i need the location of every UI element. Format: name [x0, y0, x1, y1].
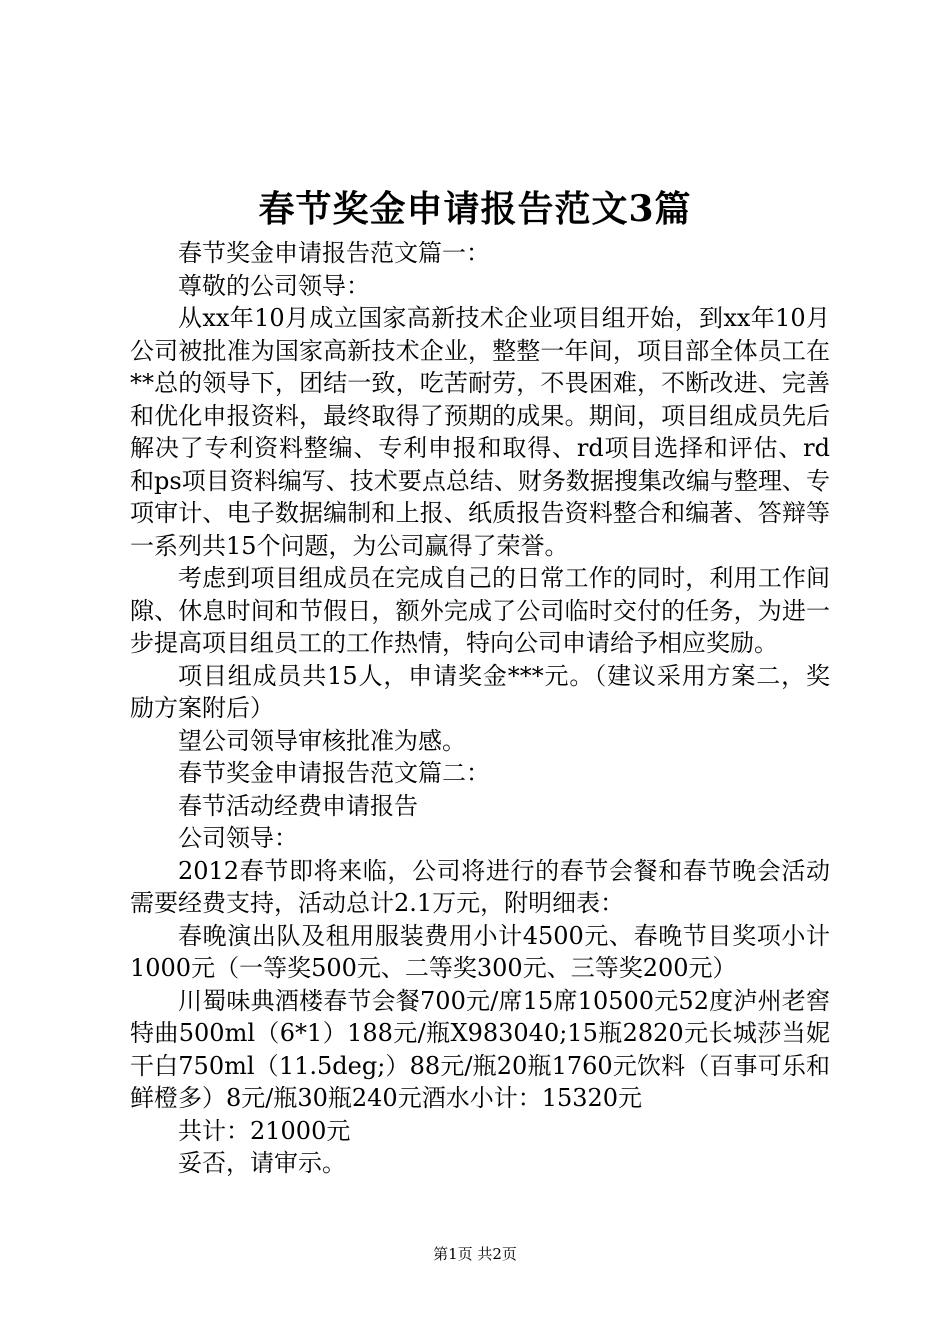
paragraph-body: 2012春节即将来临，公司将进行的春节会餐和春节晚会活动需要经费支持，活动总计2.1万元，附明细表：	[130, 856, 830, 917]
paragraph-total: 共计：21000元	[178, 1116, 351, 1145]
paragraph-body: 春晚演出队及租用服装费用小计4500元、春晚节目奖项小计1000元（一等奖500元、二等奖300元、三等奖200元）	[130, 921, 830, 982]
page-number-footer: 第1页 共2页	[433, 1245, 517, 1263]
paragraph-body: 川蜀味典酒楼春节会餐700元/席15席10500元52度泸州老窖特曲500ml（6*1）188元/瓶X983040;15瓶2820元长城莎当妮干白750ml（11.5deg;）88元/瓶20瓶1760元饮料（百事可乐和鲜橙多）8元/瓶30瓶240元酒水小计：15320元	[130, 986, 830, 1112]
paragraph-section-heading-2: 春节奖金申请报告范文篇二：	[178, 759, 490, 787]
paragraph-closing-2: 妥否，请审示。	[178, 1149, 346, 1177]
paragraph-body: 项目组成员共15人，申请奖金***元。（建议采用方案二，奖励方案附后）	[130, 661, 830, 722]
document-title: 春节奖金申请报告范文3篇	[258, 188, 692, 230]
document-body	[130, 237, 830, 1180]
paragraph-subtitle-2: 春节活动经费申请报告	[178, 791, 418, 820]
paragraph-section-heading-1: 春节奖金申请报告范文篇一：	[178, 239, 490, 267]
paragraph-salutation-2: 公司领导：	[178, 824, 298, 852]
paragraph-closing-1: 望公司领导审核批准为感。	[178, 726, 466, 755]
paragraph-salutation-1: 尊敬的公司领导：	[178, 271, 370, 300]
paragraph-body: 考虑到项目组成员在完成自己的日常工作的同时，利用工作间隙、休息时间和节假日，额外完成了公司临时交付的任务，为进一步提高项目组员工的工作热情，特向公司申请给予相应奖励。	[130, 564, 830, 657]
paragraph-body: 从xx年10月成立国家高新技术企业项目组开始，到xx年10月公司被批准为国家高新技术企业，整整一年间，项目部全体员工在**总的领导下，团结一致，吃苦耐劳，不畏困难，不断改进、完善和优化申报资料，最终取得了预期的成果。期间，项目组成员先后解决了专利资料整编、专利申报和取得、rd项目选择和评估、rd和ps项目资料编写、技术要点总结、财务数据搜集改编与整理、专项审计、电子数据编制和上报、纸质报告资料整合和编著、答辩等一系列共15个问题，为公司赢得了荣誉。	[130, 304, 830, 560]
